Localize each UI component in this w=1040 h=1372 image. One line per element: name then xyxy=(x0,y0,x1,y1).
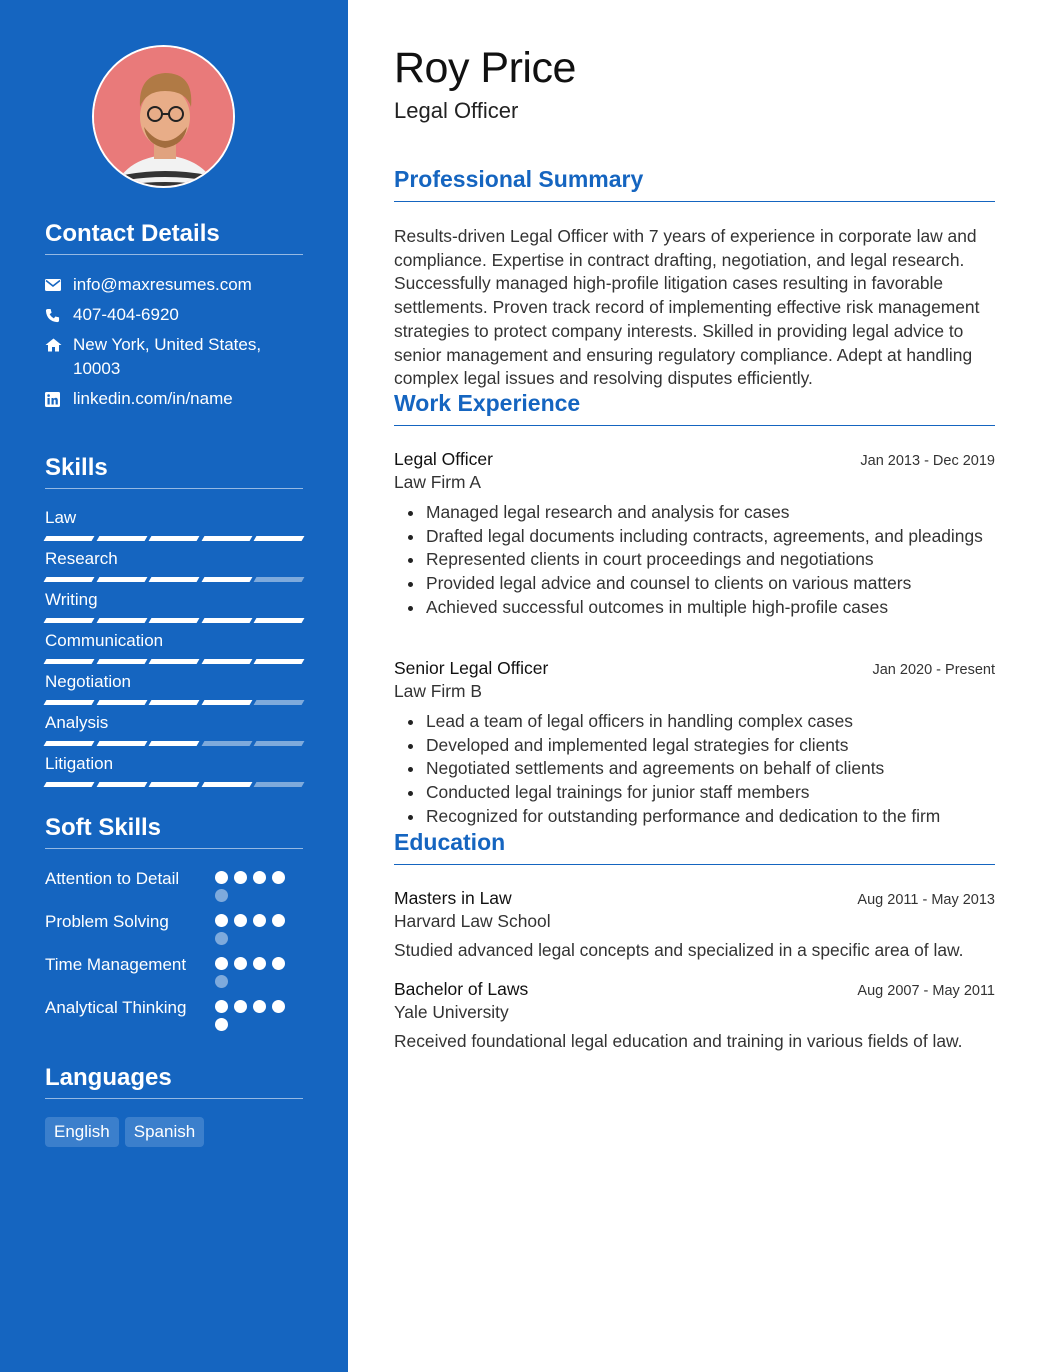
contact-heading: Contact Details xyxy=(45,220,303,255)
rating-dot xyxy=(215,1000,228,1013)
skill-name: Law xyxy=(45,508,77,527)
skill-rating-segment xyxy=(96,700,146,705)
job-date: Jan 2013 - Dec 2019 xyxy=(860,453,995,469)
skill-rating-segment xyxy=(149,577,199,582)
skill-name: Analysis xyxy=(45,713,109,732)
skill-rating-bar xyxy=(45,659,303,664)
rating-dot xyxy=(272,1000,285,1013)
contact-phone-text: 407-404-6920 xyxy=(73,305,179,324)
education-desc: Received foundational legal education and training in various fields of law. xyxy=(394,1031,963,1051)
linkedin-icon xyxy=(45,387,73,411)
skill-rating-segment xyxy=(149,618,199,623)
rating-dot xyxy=(272,871,285,884)
education-date: Aug 2007 - May 2011 xyxy=(857,983,995,999)
languages-heading: Languages xyxy=(45,1064,303,1099)
rating-dot xyxy=(215,975,228,988)
contact-email[interactable] xyxy=(45,273,303,297)
languages-section xyxy=(45,1064,303,1147)
skill-rating-segment xyxy=(44,782,94,787)
job-entry xyxy=(394,658,995,829)
school-name: Yale University xyxy=(394,1002,509,1022)
skill-rating-bar xyxy=(45,577,303,582)
skill-rating-segment xyxy=(149,536,199,541)
job-bullets xyxy=(394,710,995,829)
contact-phone[interactable] xyxy=(45,303,303,327)
rating-dot xyxy=(253,1000,266,1013)
contact-address xyxy=(45,333,303,381)
skill-rating-segment xyxy=(201,659,251,664)
job-bullet: Negotiated settlements and agreements on behalf of clients xyxy=(394,757,995,781)
soft-skill-name: Time Management xyxy=(45,955,187,974)
job-bullet: Represented clients in court proceedings and negotiations xyxy=(394,548,995,572)
soft-skills-section xyxy=(45,814,303,1039)
profile-photo xyxy=(94,47,235,188)
sidebar xyxy=(0,0,348,1372)
skill-item xyxy=(45,548,303,582)
job-bullet: Managed legal research and analysis for cases xyxy=(394,501,995,525)
job-bullet: Drafted legal documents including contracts, agreements, and pleadings xyxy=(394,525,995,549)
job-bullet: Conducted legal trainings for junior staff members xyxy=(394,781,995,805)
skill-rating-segment xyxy=(254,536,304,541)
skill-rating-segment xyxy=(149,659,199,664)
skill-rating-segment xyxy=(44,741,94,746)
skills-heading: Skills xyxy=(45,454,303,489)
skill-rating-segment xyxy=(254,700,304,705)
contact-section xyxy=(45,220,303,417)
soft-skill-rating xyxy=(215,996,303,1031)
skill-item xyxy=(45,671,303,705)
soft-skills-heading: Soft Skills xyxy=(45,814,303,849)
rating-dot xyxy=(215,932,228,945)
soft-skill-name: Attention to Detail xyxy=(45,869,180,888)
skill-rating-bar xyxy=(45,536,303,541)
skills-list xyxy=(45,507,303,787)
language-tag: English xyxy=(45,1117,119,1147)
school-name: Harvard Law School xyxy=(394,911,551,931)
skill-rating-segment xyxy=(149,741,199,746)
skill-rating-segment xyxy=(44,577,94,582)
job-title: Legal Officer xyxy=(394,449,493,469)
job-bullets xyxy=(394,501,995,620)
contact-linkedin-text: linkedin.com/in/name xyxy=(73,389,233,408)
education-desc: Studied advanced legal concepts and specialized in a specific area of law. xyxy=(394,940,964,960)
rating-dot xyxy=(253,957,266,970)
soft-skill-rating xyxy=(215,867,303,902)
skill-rating-segment xyxy=(201,741,251,746)
job-bullet: Provided legal advice and counsel to clients on various matters xyxy=(394,572,995,596)
rating-dot xyxy=(272,914,285,927)
skill-rating-segment xyxy=(201,618,251,623)
soft-skill-item xyxy=(45,953,303,988)
job-title: Senior Legal Officer xyxy=(394,658,549,678)
skill-rating-segment xyxy=(254,741,304,746)
email-icon xyxy=(45,273,73,297)
education-date: Aug 2011 - May 2013 xyxy=(857,892,995,908)
skills-section xyxy=(45,454,303,794)
skill-rating-bar xyxy=(45,741,303,746)
phone-icon xyxy=(45,303,73,327)
skill-rating-segment xyxy=(254,782,304,787)
skill-rating-segment xyxy=(201,700,251,705)
soft-skill-name: Problem Solving xyxy=(45,912,169,931)
job-bullet: Recognized for outstanding performance and dedication to the firm xyxy=(394,805,995,829)
skill-rating-segment xyxy=(96,659,146,664)
skill-name: Writing xyxy=(45,590,98,609)
summary-text: Results-driven Legal Officer with 7 years of experience in corporate law and compliance. Expertise in contract drafting, negotiation, and legal research. Successfully managed high-profile litigation cases resulting in favorable settlements. Proven track record of implementing effective risk management strategies to protect company interests. Skilled in providing legal advice to senior management and ensuring regulatory compliance. Adept at handling complex legal issues and resolving disputes efficiently. xyxy=(394,226,980,389)
education-entry xyxy=(394,888,995,963)
rating-dot xyxy=(215,1018,228,1031)
soft-skill-name: Analytical Thinking xyxy=(45,998,187,1017)
skill-rating-segment xyxy=(44,536,94,541)
skill-item xyxy=(45,589,303,623)
home-icon xyxy=(45,333,73,357)
language-list xyxy=(45,1117,303,1147)
skill-rating-segment xyxy=(96,577,146,582)
skill-rating-segment xyxy=(201,536,251,541)
summary-heading: Professional Summary xyxy=(394,166,995,202)
rating-dot xyxy=(253,871,266,884)
skill-rating-segment xyxy=(149,700,199,705)
soft-skill-item xyxy=(45,867,303,902)
education-entry xyxy=(394,979,995,1054)
rating-dot xyxy=(234,871,247,884)
skill-name: Communication xyxy=(45,631,164,650)
experience-heading: Work Experience xyxy=(394,390,995,426)
soft-skill-item xyxy=(45,996,303,1031)
degree-title: Masters in Law xyxy=(394,888,512,908)
job-org: Law Firm A xyxy=(394,472,481,492)
skill-rating-segment xyxy=(96,782,146,787)
skill-rating-segment xyxy=(96,618,146,623)
rating-dot xyxy=(234,914,247,927)
soft-skill-rating xyxy=(215,953,303,988)
skill-rating-segment xyxy=(149,782,199,787)
skill-item xyxy=(45,753,303,787)
education-heading: Education xyxy=(394,829,995,865)
job-org: Law Firm B xyxy=(394,681,482,701)
skill-rating-segment xyxy=(254,577,304,582)
job-date: Jan 2020 - Present xyxy=(872,662,995,678)
contact-email-text: info@maxresumes.com xyxy=(73,275,252,294)
job-bullet: Achieved successful outcomes in multiple high-profile cases xyxy=(394,596,995,620)
skill-rating-segment xyxy=(96,536,146,541)
skill-rating-segment xyxy=(201,782,251,787)
skill-rating-bar xyxy=(45,700,303,705)
rating-dot xyxy=(215,889,228,902)
skill-item xyxy=(45,630,303,664)
job-bullet: Lead a team of legal officers in handling complex cases xyxy=(394,710,995,734)
job-entry xyxy=(394,449,995,620)
contact-linkedin[interactable] xyxy=(45,387,303,411)
skill-item xyxy=(45,507,303,541)
rating-dot xyxy=(272,957,285,970)
skill-rating-segment xyxy=(96,741,146,746)
avatar xyxy=(92,45,235,188)
job-bullet: Developed and implemented legal strategies for clients xyxy=(394,734,995,758)
contact-address-text: New York, United States, 10003 xyxy=(73,335,262,378)
skill-name: Negotiation xyxy=(45,672,132,691)
soft-skill-item xyxy=(45,910,303,945)
skill-rating-segment xyxy=(44,659,94,664)
rating-dot xyxy=(215,914,228,927)
skill-rating-segment xyxy=(254,618,304,623)
rating-dot xyxy=(215,871,228,884)
skill-rating-segment xyxy=(44,618,94,623)
rating-dot xyxy=(253,914,266,927)
rating-dot xyxy=(215,957,228,970)
skill-rating-bar xyxy=(45,782,303,787)
rating-dot xyxy=(234,1000,247,1013)
skill-name: Litigation xyxy=(45,754,114,773)
skill-rating-segment xyxy=(201,577,251,582)
rating-dot xyxy=(234,957,247,970)
skill-name: Research xyxy=(45,549,118,568)
skill-rating-segment xyxy=(254,659,304,664)
degree-title: Bachelor of Laws xyxy=(394,979,529,999)
skill-item xyxy=(45,712,303,746)
skill-rating-bar xyxy=(45,618,303,623)
soft-skill-rating xyxy=(215,910,303,945)
candidate-name: Roy Price xyxy=(394,44,576,92)
skill-rating-segment xyxy=(44,700,94,705)
candidate-title: Legal Officer xyxy=(394,98,519,123)
language-tag: Spanish xyxy=(125,1117,204,1147)
soft-skills-list xyxy=(45,867,303,1031)
